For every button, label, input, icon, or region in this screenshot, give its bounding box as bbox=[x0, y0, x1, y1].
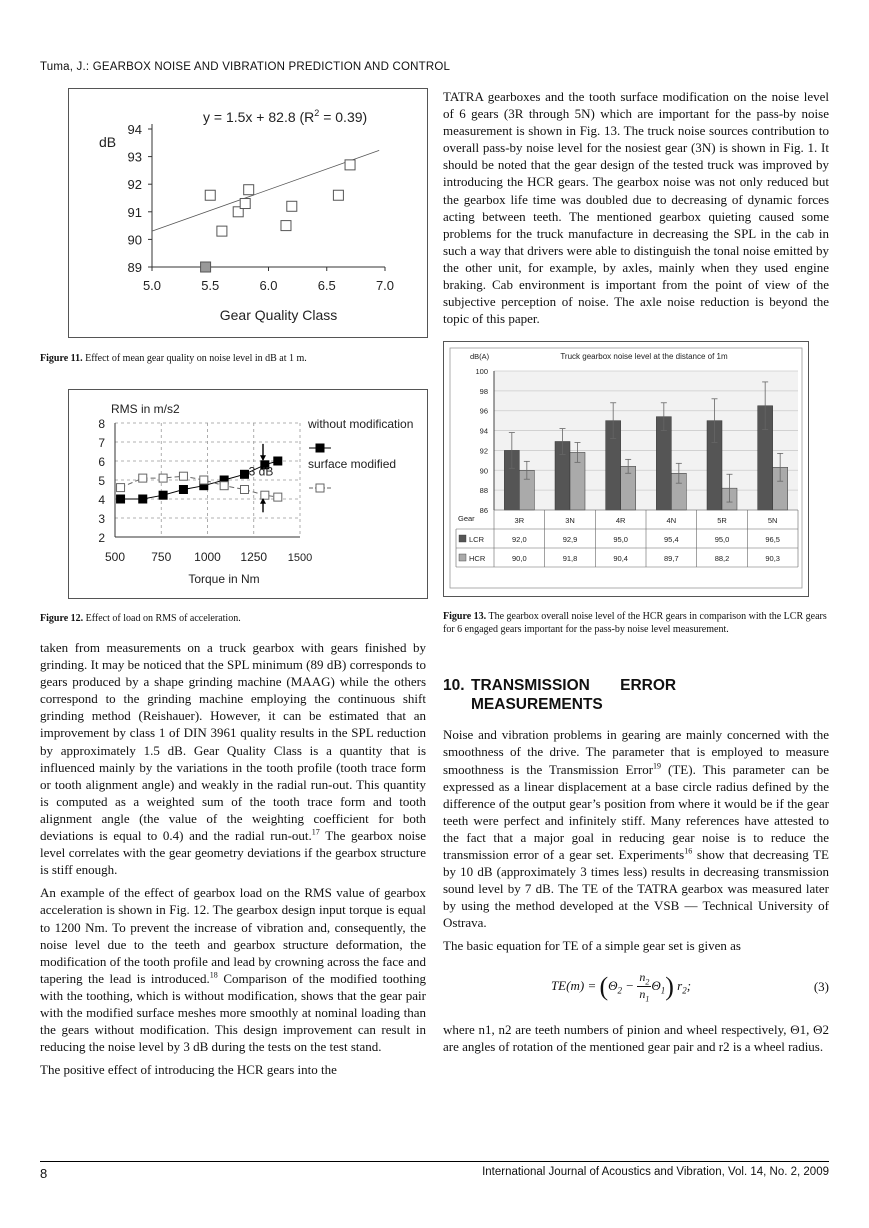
data-label: 95,0 bbox=[613, 535, 628, 545]
plot-area bbox=[494, 371, 798, 510]
figure-13 bbox=[443, 341, 809, 597]
footer-rule bbox=[40, 1161, 829, 1162]
paragraph: where n1, n2 are teeth numbers of pinion and wheel respectively, Θ1, Θ2 are angles of rotation of the mentioned gear pair and r2 is a wheel radius. bbox=[443, 1021, 829, 1054]
regression-annotation: y = 1.5x + 82.8 $(R^2 = 0.39)$ bbox=[203, 108, 368, 125]
caption-label: Figure 12. bbox=[40, 613, 84, 624]
data-label: 92,0 bbox=[512, 535, 527, 545]
data-label: 90,4 bbox=[613, 554, 628, 564]
data-label: 90,3 bbox=[765, 554, 780, 564]
paragraph: Noise and vibration problems in gearing are mainly concerned with the smoothness of the drive. The parameter that is employed to measure smoothness is the Transmission Error$^{19}$ (TE). This parameter can be expressed as a linear displacement at a base circle radius defined by the difference of the output gear’s position from where it would be if the gear teeth were perfect and infinitely stiff. Many references have attested to the fact that a major goal in reducing gear noise is to reduce the transmission error of a gear set. Experiments$^{16}$ show that decreasing TE by 10 dB (approximately 3 times less) results in decreasing transmission sound level by 7 dB. The TE of the TATRA gearbox was measured later by using the method developed at the VSB — Technical University of Ostrava. bbox=[443, 727, 829, 931]
data-point bbox=[217, 226, 227, 236]
chart-title: Truck gearbox noise level at the distance of 1m bbox=[560, 352, 728, 362]
data-point bbox=[200, 476, 208, 484]
x-tick-label: 5.5 bbox=[201, 278, 220, 293]
x-tick-label: 5.0 bbox=[142, 278, 162, 293]
highlighted-data-point bbox=[201, 262, 211, 272]
y-tick-label: 90 bbox=[127, 232, 142, 248]
legend-label: HCR bbox=[469, 554, 486, 564]
arrow-head bbox=[260, 455, 266, 461]
data-point bbox=[220, 482, 228, 490]
legend-swatch bbox=[459, 535, 466, 542]
paragraph: taken from measurements on a truck gearbox with gears finished by grinding. It may be noticed that the SPL minimum (89 dB) corresponds to gears produced by a shape grinding machine (MAAG) while the others correspond to the grinding machine employing the continuous shift grinding method (Reishauer). However, it can be estimated that an improvement by class 1 of DIN 3961 quality results in the SPL reduction by approximately 1.5 dB. Gear Quality Class is a quantity that is influenced mainly by the variations in the tooth profile (tooth trace form or tooth alignment angle) and weakly in the radial run-out. This quantity is computed as a weighted sum of the tooth trace form and tooth alignment angle (the value of the weighting coefficient for both deviations is equal to 0.4) and the radial run-out.$^{17}$ The gearbox noise level correlates with the gear geometry deviations if the gearbox structure is stiff enough. bbox=[40, 640, 426, 878]
y-tick-label: 86 bbox=[479, 506, 488, 516]
y-axis-label: dB(A) bbox=[470, 352, 490, 362]
data-point bbox=[274, 457, 282, 465]
paragraph: The basic equation for TE of a simple gear set is given as bbox=[443, 938, 741, 954]
data-point bbox=[281, 221, 291, 231]
data-point bbox=[241, 470, 249, 478]
figure-13-caption bbox=[443, 610, 829, 636]
right-column bbox=[443, 88, 829, 1061]
running-header: Tuma, J.: GEARBOX NOISE AND VIBRATION PREDICTION AND CONTROL bbox=[40, 61, 451, 73]
legend-swatch-marker bbox=[316, 444, 324, 452]
data-point bbox=[205, 190, 215, 200]
legend-swatch-marker bbox=[316, 484, 324, 492]
caption-label: Figure 11. bbox=[40, 353, 83, 364]
data-point bbox=[261, 491, 269, 499]
x-axis-label: Gear Quality Class bbox=[219, 307, 338, 323]
y-tick-label: 6 bbox=[98, 455, 105, 469]
data-point bbox=[159, 491, 167, 499]
annotation: 3 dB bbox=[248, 464, 274, 479]
data-label: 96,5 bbox=[765, 535, 780, 545]
figure-11 bbox=[68, 88, 428, 338]
x-tick-label: 1500 bbox=[287, 552, 313, 564]
table-corner-label: Gear bbox=[458, 514, 475, 524]
y-tick-label: 2 bbox=[98, 531, 105, 545]
x-tick-label: 7.0 bbox=[375, 278, 395, 293]
page-number: 8 bbox=[40, 1166, 48, 1181]
data-label: 90,0 bbox=[512, 554, 527, 564]
x-tick-label: 1250 bbox=[240, 550, 268, 564]
figure-12 bbox=[68, 389, 428, 599]
y-tick-label: 8 bbox=[98, 417, 105, 431]
figure-11-caption bbox=[40, 352, 426, 365]
data-point bbox=[244, 185, 254, 195]
category-label: 3N bbox=[565, 516, 575, 526]
left-column bbox=[40, 88, 426, 1084]
data-point bbox=[139, 495, 147, 503]
data-label: 91,8 bbox=[562, 554, 578, 564]
y-tick-label: 91 bbox=[127, 204, 142, 220]
y-tick-label: 92 bbox=[127, 177, 142, 193]
y-axis-label: RMS in m/s2 bbox=[111, 402, 180, 416]
x-tick-label: 500 bbox=[104, 550, 126, 564]
category-label: 4R bbox=[615, 516, 626, 526]
x-tick-label: 1000 bbox=[194, 550, 221, 564]
data-point bbox=[333, 190, 343, 200]
legend-label: surface modified bbox=[308, 457, 397, 471]
y-tick-label: 94 bbox=[479, 426, 488, 436]
y-tick-label: 93 bbox=[127, 149, 142, 165]
y-tick-label: 90 bbox=[479, 466, 488, 476]
y-tick-label: 98 bbox=[479, 387, 488, 397]
x-axis-label: Torque in Nm bbox=[188, 572, 260, 586]
data-point bbox=[179, 486, 187, 494]
category-label: 5N bbox=[767, 516, 778, 526]
y-tick-label: 88 bbox=[479, 486, 488, 496]
y-tick-label: 94 bbox=[127, 122, 142, 137]
caption-text: The gearbox overall noise level of the HCR gears in comparison with the LCR gears for 6 engaged gears important for the pass-by noise level measurement. bbox=[443, 611, 827, 636]
paragraph: An example of the effect of gearbox load on the RMS value of gearbox acceleration is shown in Fig. 12. The gearbox design input torque is equal to 1200 Nm. To prevent the increase of vibration and, consequently, the noise level due to the teeth and gearbox structure deformation, the modification of the tooth profile and lead by crowning across the face and tapering the lead is introduced.$^{18}$ Comparison of the modified toothing with the toothing, which is without modification, shows that the gear pair with the modified surface meshes more smoothly at nominal loading than the gears without modification. This design improvement can result in reducing the noise level by 3 dB during the tests on the test stand. bbox=[40, 885, 426, 1055]
journal-footer: International Journal of Acoustics and Vibration, Vol. 14, No. 2, 2009 bbox=[482, 1166, 829, 1178]
x-tick-label: 6.0 bbox=[259, 278, 278, 293]
figure-12-caption bbox=[40, 612, 426, 625]
data-label: 95,4 bbox=[664, 535, 679, 545]
data-point bbox=[139, 474, 147, 482]
category-label: 3R bbox=[514, 516, 525, 526]
legend-label: without modification bbox=[308, 417, 414, 431]
x-tick-label: 750 bbox=[151, 550, 172, 564]
data-label: 88,2 bbox=[714, 554, 730, 564]
y-tick-label: 89 bbox=[127, 260, 142, 275]
figure-13-chart bbox=[444, 342, 808, 596]
equation-3 bbox=[443, 961, 829, 1013]
data-point bbox=[345, 160, 355, 170]
section-heading bbox=[443, 676, 829, 714]
section-number: 10. bbox=[443, 677, 465, 695]
data-point bbox=[117, 495, 125, 503]
y-tick-label: 100 bbox=[475, 367, 488, 377]
caption-label: Figure 13. bbox=[443, 611, 487, 623]
data-label: 89,7 bbox=[664, 554, 679, 564]
data-point bbox=[117, 484, 125, 492]
data-label: 95,0 bbox=[714, 535, 730, 545]
data-point bbox=[241, 486, 249, 494]
section-title: TRANSMISSION ERROR MEASUREMENTS bbox=[471, 677, 677, 714]
figure-12-chart bbox=[69, 390, 427, 598]
x-tick-label: 6.5 bbox=[317, 278, 336, 293]
category-label: 4N bbox=[666, 516, 677, 526]
equation: $TE(m) = (\Theta_2$ − $\frac{n_2}{n_1}$ $\Theta_1$) $r_2$; bbox=[550, 969, 692, 1004]
legend-label: LCR bbox=[469, 535, 485, 545]
data-point bbox=[179, 472, 187, 480]
legend-swatch bbox=[459, 554, 466, 561]
y-tick-label: 4 bbox=[98, 493, 105, 507]
data-point bbox=[240, 199, 250, 209]
paragraph: TATRA gearboxes and the tooth surface modification on the noise level of 6 gears (3R through 5N) which are important for the pass-by noise measurement is shown in Fig. 13. The truck noise sources contribution to overall pass-by noise level for the nosiest gear (3N) is shown in Fig. 1. It should be noted that the gear design of the tested truck was improved by introducing the HCR gears. The gearbox noise was not only reduced but the gearbox life time was doubled due to decreasing of dynamic forces acting between teeth. The mentioned gearbox quieting caused some problems for the truck manufacture in decreasing the SPL in the cab in such a way that drivers were able to distinguish the tonal noise emitted by the other unit, for example, by axles, mainly when they used engine braking. Cab environment is important from the point of view of the subjective perception of noise. The axle noise reduction is beyond the topic of this paper. bbox=[443, 89, 829, 327]
y-axis-label: dB bbox=[99, 134, 117, 150]
caption-text: Effect of load on RMS of acceleration. bbox=[85, 613, 241, 624]
y-tick-label: 96 bbox=[479, 407, 488, 417]
data-point bbox=[287, 201, 297, 211]
y-tick-label: 5 bbox=[98, 474, 105, 488]
y-tick-label: 7 bbox=[98, 436, 105, 450]
caption-text: Effect of mean gear quality on noise level in dB at 1 m. bbox=[85, 353, 307, 364]
data-point bbox=[274, 493, 282, 501]
equation-number: (3) bbox=[813, 978, 829, 994]
figure-11-chart bbox=[69, 89, 427, 337]
paragraph: The positive effect of introducing the HCR gears into the bbox=[40, 1062, 337, 1078]
category-label: 5R bbox=[717, 516, 727, 526]
y-tick-label: 92 bbox=[479, 446, 488, 456]
data-label: 92,9 bbox=[562, 535, 578, 545]
data-point bbox=[159, 474, 167, 482]
y-tick-label: 3 bbox=[98, 512, 105, 526]
